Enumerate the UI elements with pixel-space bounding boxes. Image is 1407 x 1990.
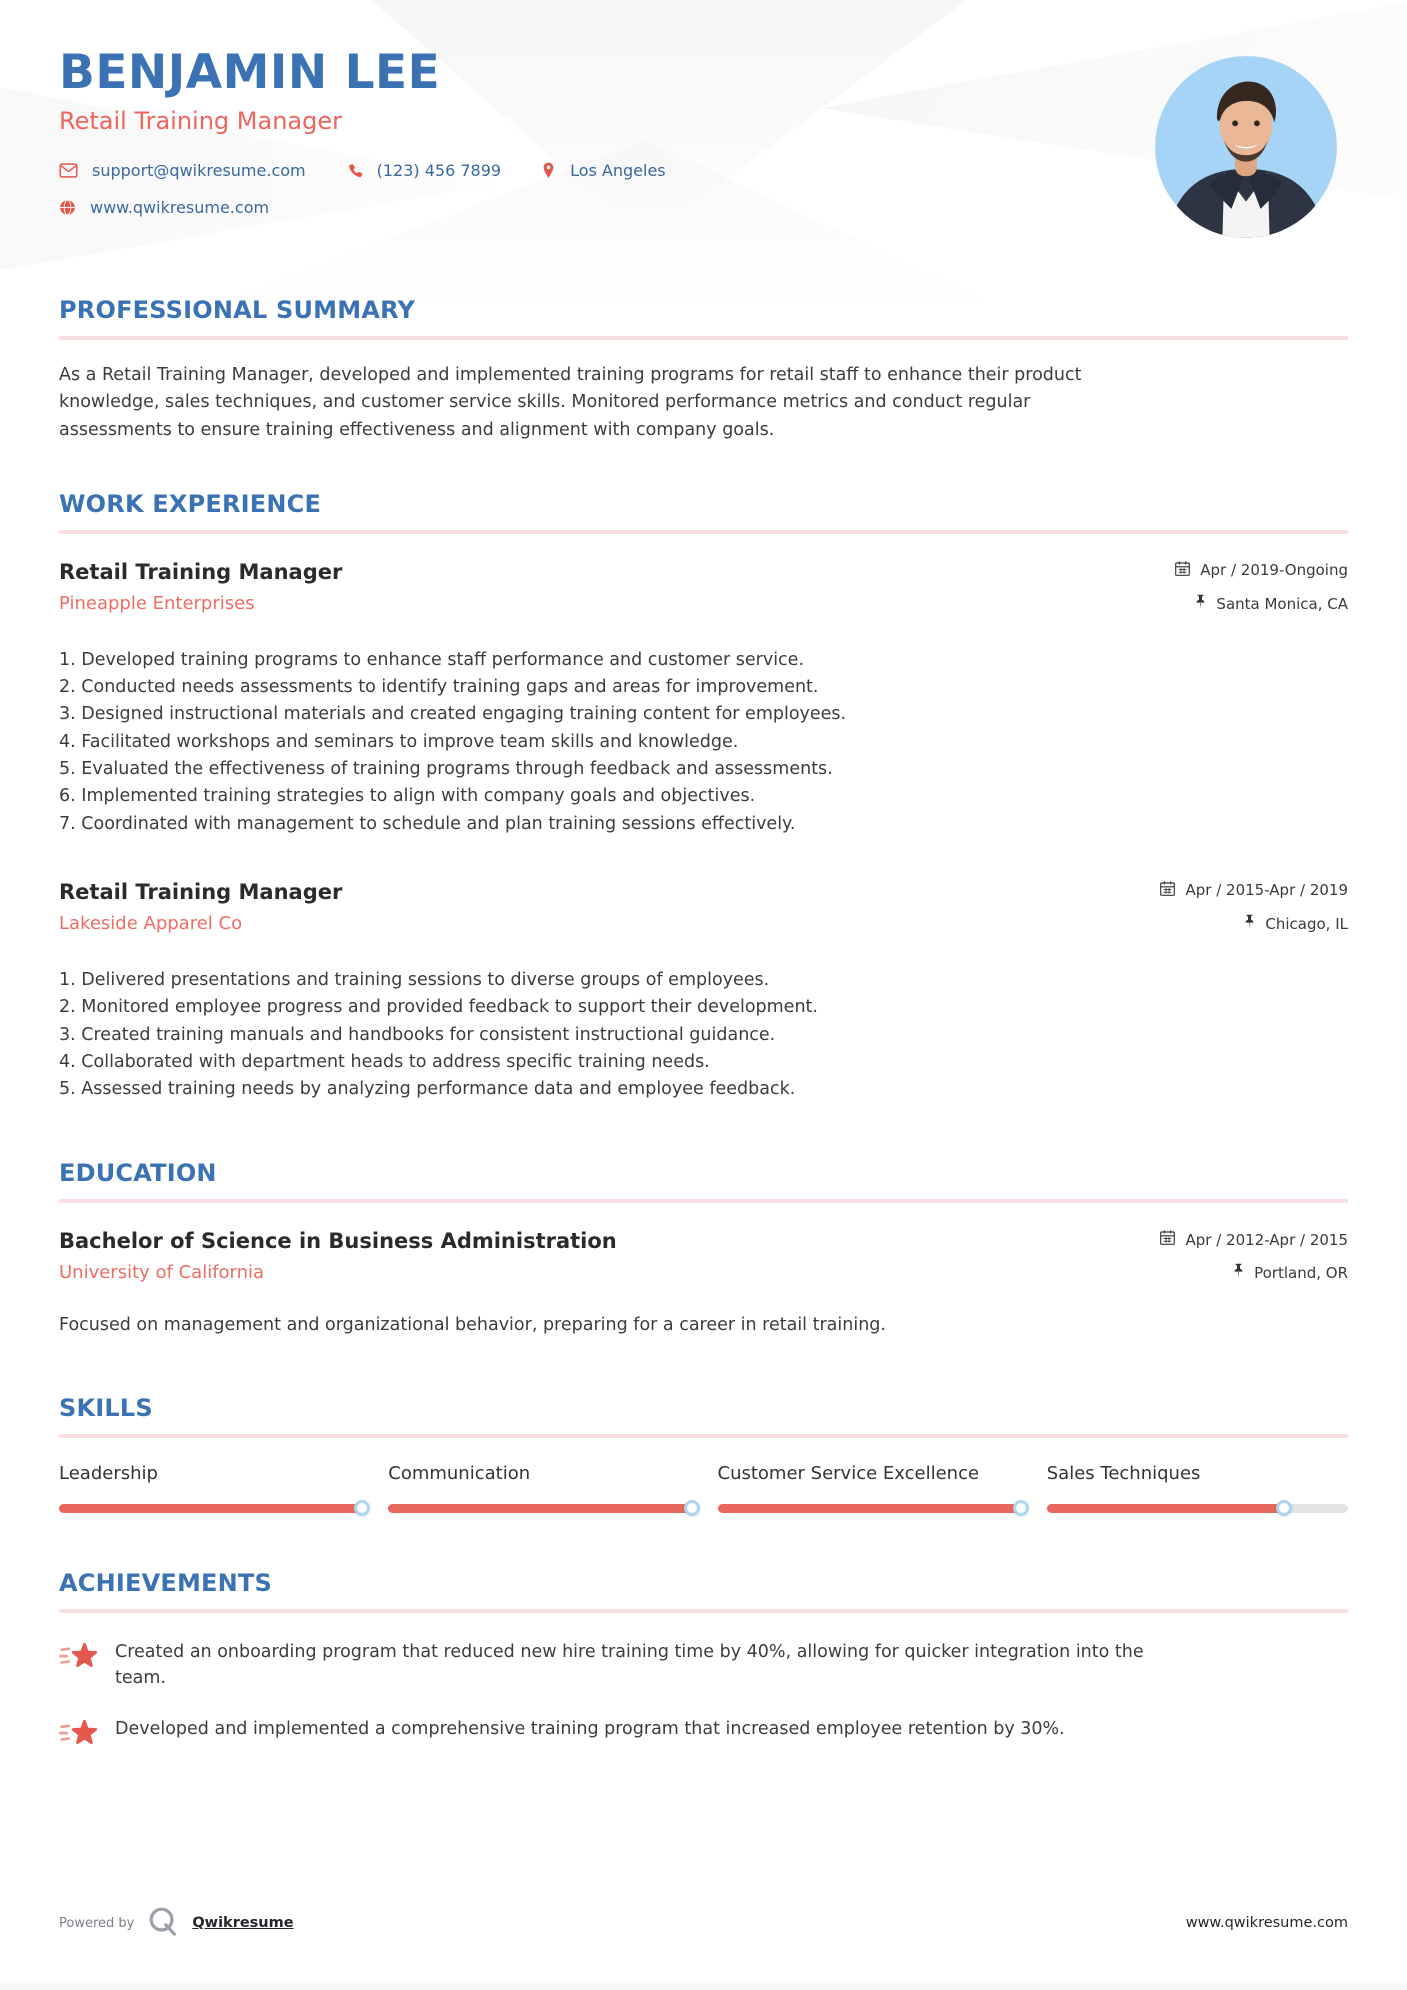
phone-link[interactable]	[346, 161, 501, 180]
globe-icon	[59, 199, 76, 216]
section-achievements	[59, 1569, 1348, 1750]
contact-row	[59, 198, 1348, 217]
powered-by-label: Powered by	[59, 1915, 135, 1931]
section-divider	[59, 336, 1348, 340]
job-duty: Coordinated with management to schedule and plan training sessions effectively.	[81, 813, 796, 834]
job-duty: Created training manuals and handbooks for consistent instructional guidance.	[81, 1024, 776, 1045]
pushpin-icon	[1232, 1263, 1245, 1283]
job-duty: Assessed training needs by analyzing performance data and employee feedback.	[81, 1079, 796, 1100]
skill-label: Communication	[388, 1462, 531, 1484]
achievement-item	[59, 1639, 1348, 1692]
section-work-experience	[59, 490, 1348, 1104]
job-location	[1159, 914, 1348, 934]
job-duty: Evaluated the effectiveness of training programs through feedback and assessments.	[81, 759, 833, 780]
achievement-text: Developed and implemented a comprehensive training program that increased employee retention by 30%.	[115, 1718, 1065, 1739]
skill-slider-knob[interactable]	[684, 1500, 700, 1516]
job-company: Pineapple Enterprises	[59, 592, 255, 614]
job-location-text: Chicago, IL	[1265, 914, 1348, 933]
job-location-text: Santa Monica, CA	[1216, 594, 1348, 613]
job-company: Lakeside Apparel Co	[59, 912, 243, 934]
skill-label: Sales Techniques	[1046, 1462, 1201, 1484]
skill-label: Customer Service Excellence	[717, 1462, 980, 1484]
resume-footer	[59, 1904, 1348, 1942]
skill-slider-fill	[388, 1504, 689, 1513]
skill-leadership	[59, 1462, 360, 1513]
star-icon	[59, 1718, 99, 1750]
section-divider	[59, 1434, 1348, 1438]
avatar-photo	[1155, 56, 1337, 238]
job-location	[1174, 594, 1348, 614]
skill-slider-fill	[1047, 1504, 1282, 1513]
job-duty: Developed training programs to enhance staff performance and customer service.	[81, 649, 805, 670]
section-heading: EDUCATION	[59, 1159, 217, 1188]
phone-icon	[346, 162, 363, 179]
location-link[interactable]	[541, 161, 666, 180]
job-duty: Conducted needs assessments to identify training gaps and areas for improvement.	[81, 677, 819, 698]
job-title: Retail Training Manager	[59, 879, 343, 904]
person-name: BENJAMIN LEE	[59, 45, 441, 100]
section-heading: WORK EXPERIENCE	[59, 489, 322, 518]
job-meta	[1159, 880, 1348, 947]
section-professional-summary	[59, 296, 1348, 444]
pushpin-icon	[1194, 594, 1207, 614]
skill-slider-fill	[718, 1504, 1019, 1513]
skill-sales-techniques	[1047, 1462, 1348, 1513]
skill-slider[interactable]	[59, 1504, 360, 1513]
education-date-text: Apr / 2012-Apr / 2015	[1185, 1230, 1348, 1249]
skill-slider-fill	[59, 1504, 360, 1513]
degree-title: Bachelor of Science in Business Administration	[59, 1229, 617, 1254]
star-icon	[59, 1641, 99, 1673]
section-heading: SKILLS	[59, 1393, 153, 1422]
job-duties-list	[59, 967, 1348, 1103]
job-duties-list	[59, 647, 1348, 838]
section-heading: PROFESSIONAL SUMMARY	[59, 296, 416, 324]
qwikresume-link[interactable]: Qwikresume	[192, 1915, 294, 1931]
job-entry	[59, 880, 1348, 1103]
phone-text: (123) 456 7899	[376, 161, 502, 181]
job-duty: Designed instructional materials and created engaging training content for employees.	[81, 704, 847, 725]
job-meta	[1174, 560, 1348, 627]
person-job-title: Retail Training Manager	[59, 107, 342, 136]
education-dates	[1159, 1229, 1348, 1250]
website-link[interactable]	[59, 198, 269, 217]
education-location-text: Portland, OR	[1254, 1264, 1348, 1283]
email-text: support@qwikresume.com	[92, 161, 306, 181]
contact-row	[59, 161, 1348, 180]
section-divider	[59, 530, 1348, 534]
job-dates	[1174, 560, 1348, 581]
bottom-strip	[0, 1982, 1407, 1990]
calendar-icon	[1159, 880, 1176, 901]
job-dates	[1159, 880, 1348, 901]
job-duty: Facilitated workshops and seminars to improve team skills and knowledge.	[81, 731, 739, 752]
qwikresume-logo	[146, 1904, 180, 1942]
footer-branding	[59, 1904, 294, 1942]
pushpin-icon	[1243, 914, 1256, 934]
skill-slider[interactable]	[1047, 1504, 1348, 1513]
skills-grid	[59, 1462, 1348, 1513]
calendar-icon	[1159, 1229, 1176, 1250]
email-icon	[59, 163, 78, 178]
skill-communication	[388, 1462, 689, 1513]
job-duty: Monitored employee progress and provided feedback to support their development.	[81, 997, 818, 1018]
skill-slider[interactable]	[718, 1504, 1019, 1513]
job-title: Retail Training Manager	[59, 559, 343, 584]
job-duty: Collaborated with department heads to address specific training needs.	[81, 1051, 710, 1072]
calendar-icon	[1174, 560, 1191, 581]
section-divider	[59, 1609, 1348, 1613]
skill-label: Leadership	[59, 1462, 158, 1484]
section-divider	[59, 1199, 1348, 1203]
section-heading: ACHIEVEMENTS	[59, 1568, 272, 1597]
section-skills	[59, 1394, 1348, 1513]
resume-header	[59, 0, 1348, 272]
education-description: Focused on management and organizational behavior, preparing for a career in retail training.	[59, 1315, 886, 1336]
website-text: www.qwikresume.com	[90, 198, 270, 218]
email-link[interactable]	[59, 161, 306, 180]
location-text: Los Angeles	[570, 161, 666, 181]
summary-text: As a Retail Training Manager, developed and implemented training programs for retail staff to enhance their product knowledge, sales techniques, and customer service skills. Monitored performance metrics and conduct regular assessments to ensure training effectiveness and alignment with company goals.	[59, 365, 1082, 440]
achievements-list	[59, 1639, 1348, 1750]
job-date-text: Apr / 2015-Apr / 2019	[1185, 881, 1348, 900]
achievement-text: Created an onboarding program that reduced new hire training time by 40%, allowing for quicker integration into the team.	[115, 1641, 1144, 1689]
skill-customer-service-excellence	[718, 1462, 1019, 1513]
job-entry	[59, 560, 1348, 838]
education-meta	[1159, 1229, 1348, 1296]
skill-slider-knob[interactable]	[1013, 1500, 1029, 1516]
education-entry	[59, 1229, 1348, 1339]
skill-slider-knob[interactable]	[1276, 1500, 1292, 1516]
section-education	[59, 1159, 1348, 1339]
education-location	[1159, 1263, 1348, 1283]
location-pin-icon	[541, 161, 556, 180]
contact-block	[59, 161, 1348, 217]
avatar	[1155, 56, 1337, 238]
footer-website: www.qwikresume.com	[1185, 1915, 1348, 1931]
achievement-item	[59, 1716, 1348, 1750]
job-duty: Delivered presentations and training sessions to diverse groups of employees.	[81, 969, 770, 990]
school-name: University of California	[59, 1262, 265, 1284]
skill-slider-knob[interactable]	[354, 1500, 370, 1516]
skill-slider[interactable]	[388, 1504, 689, 1513]
job-duty: Implemented training strategies to align with company goals and objectives.	[81, 786, 756, 807]
job-date-text: Apr / 2019-Ongoing	[1200, 561, 1348, 580]
